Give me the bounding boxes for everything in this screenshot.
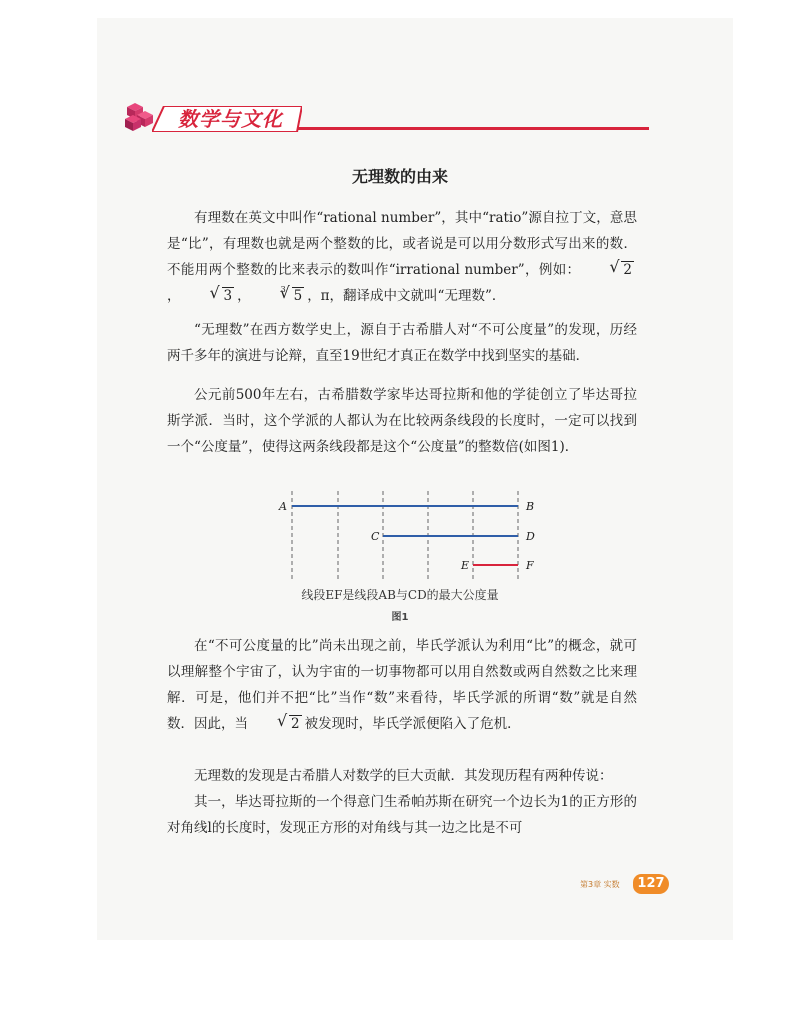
page-number: 127 — [633, 874, 669, 894]
figure-caption: 线段EF是线段AB与CD的最大公度量 — [301, 588, 499, 602]
paragraph-4: 在“不可公度量的比”尚未出现之前，毕氏学派认为利用“比”的概念，就可以理解整个宇宙了，认为宇宙的一切事物都可以用自然数或两自然数之比来理解．可是，他们并不把“比”当作“数”来看待，毕氏学派的所谓“数”就是自然数．因此，当√ 2 被发现时，毕氏学派便陷入了危机． — [167, 633, 637, 737]
label-c: C — [371, 530, 380, 543]
label-b: B — [526, 500, 535, 513]
sqrt-3: √ 3 — [184, 283, 235, 309]
label-d: D — [526, 530, 535, 543]
sqrt-2-inline: √ 2 — [251, 711, 302, 737]
paragraph-5: 无理数的发现是古希腊人对数学的巨大贡献．其发现历程有两种传说： — [194, 768, 613, 784]
paragraph-3: 公元前500年左右，古希腊数学家毕达哥拉斯和他的学徒创立了毕达哥拉斯学派．当时，这个学派的人都认为在比较两条线段的长度时，一定可以找到一个“公度量”，使得这两条线段都是这个“公度量”的整数倍(如图1)． — [167, 387, 637, 455]
article-title: 无理数的由来 — [351, 167, 448, 186]
paragraph-1: 有理数在英文中叫作“rational number”，其中“ratio”源自拉丁文，意思是“比”，有理数也就是两个整数的比，或者说是可以用分数形式写出来的数．不能用两个整数的比来表示的数叫作“irrational number”，例如：√ 2，√ 3 ， √ 3 5 ，π，翻译成中文就叫“无理数”． — [167, 205, 637, 309]
label-f: F — [526, 559, 534, 572]
paragraph-2: “无理数”在西方数学史上，源自于古希腊人对“不可公度量”的发现，历经两千多年的演进与论辩，直至19世纪才真正在数学中找到坚实的基础． — [167, 322, 637, 364]
chapter-label: 第3章 实数 — [580, 880, 620, 889]
figure-1-segments — [270, 487, 550, 582]
label-e: E — [461, 559, 470, 572]
figure-number: 图1 — [391, 612, 409, 623]
label-a: A — [279, 500, 287, 513]
sqrt-2: √ 2 — [583, 257, 634, 283]
cube-root-5: √ 3 5 — [254, 283, 305, 309]
paragraph-6: 其一，毕达哥拉斯的一个得意门生希帕苏斯在研究一个边长为1的正方形的对角线l的长度时，发现正方形的对角线与其一边之比是不可 — [167, 794, 637, 836]
section-banner: 数学与文化 — [178, 107, 283, 131]
header-rule — [297, 127, 649, 130]
